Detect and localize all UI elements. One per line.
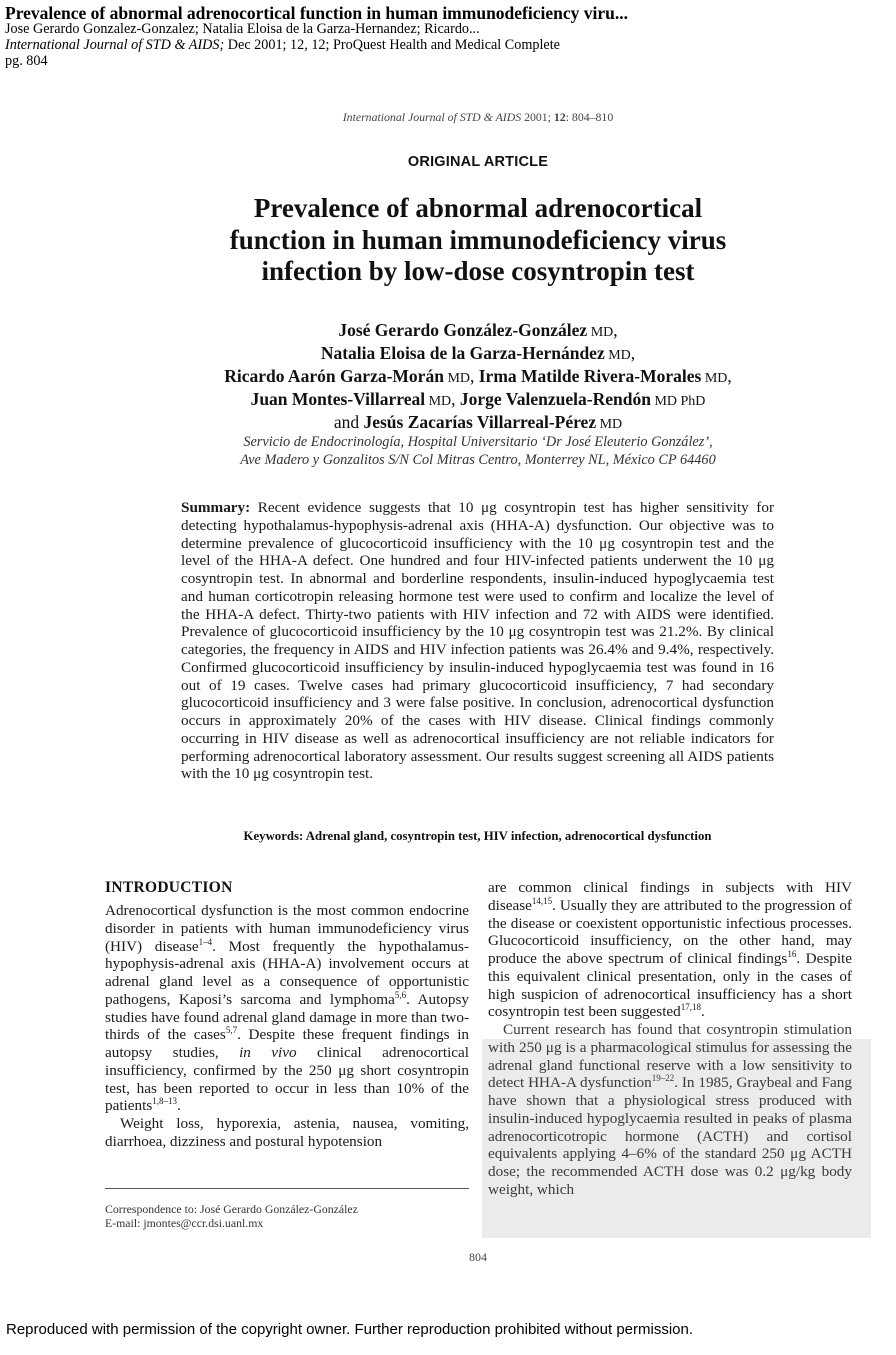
- reference[interactable]: 14,15: [531, 895, 553, 906]
- page-number: 804: [469, 1250, 487, 1264]
- paragraph: Weight loss, hyporexia, astenia, nausea, vomiting, diarrhoea, dizziness and postural hypotension: [105, 1115, 469, 1150]
- author-line: [150, 366, 806, 389]
- text-run: . Most frequently the hypothalamus-hypophysis-adrenal axis (HHA-A) involvement occurs at adrenal gland level as a consequence of opportunistic pathogens, Kaposi’s sarcoma and lymphoma: [105, 937, 469, 1008]
- footnote-divider: [105, 1188, 469, 1189]
- text-run-italic: in vivo: [239, 1044, 297, 1061]
- author-line: [150, 389, 806, 412]
- text-run: . Usually they are attributed to the progression of the disease or coexistent opportunistic infectious processes. Glucocorticoid insufficiency, on the other hand, may produce the above spectrum of clinical findings: [488, 896, 852, 967]
- reference[interactable]: 1,8–13: [152, 1096, 177, 1107]
- proquest-authors: Jose Gerardo Gonzalez-Gonzalez; Natalia Eloisa de la Garza-Hernandez; Ricardo...: [5, 21, 480, 37]
- left-column-text: [105, 902, 469, 1151]
- article-title: [150, 193, 806, 288]
- author-list: [150, 320, 806, 435]
- author-degree: MD PhD: [650, 394, 706, 409]
- text-run: .: [177, 1097, 181, 1115]
- section-heading: INTRODUCTION: [105, 879, 233, 896]
- reference[interactable]: 16: [787, 949, 797, 959]
- running-head-pages: : 804–810: [565, 110, 614, 124]
- author-degree: MD: [587, 325, 614, 340]
- running-head-volume: 12: [553, 110, 566, 124]
- correspondence-email: E-mail: jmontes@ccr.dsi.uanl.mx: [105, 1216, 264, 1230]
- summary-text: Recent evidence suggests that 10 μg cosyntropin test has higher sensitivity for detecting hypothalamus-hypophysis-adrenal axis (HHA-A) dysfunction. Our objective was to determine prevalence of glucocorticoid insufficiency with the 10 μg cosyntropin test and the level of the HHA-A defect. One hundred and four HIV-infected patients underwent the 10 μg cosyntropin test. In abnormal and borderline respondents, insulin-induced hypoglycaemia test and human corticotropin releasing hormone test were used to confirm and localize the level of the HHA-A defect. Thirty-two patients with HIV infection and 72 with AIDS were identified. Prevalence of glucocorticoid insufficiency by the 10 μg cosyntropin test was 21.2%. By clinical categories, the frequency in AIDS and HIV infection patients was 26.4% and 9.4%, respectively. Confirmed glucocorticoid insufficiency by insulin-induced hypoglycaemia test was found in 16 out of 19 cases. Twelve cases had primary glucocorticoid insufficiency, 7 had secondary glucocorticoid insufficiency and 3 were false positive. In conclusion, adrenocortical dysfunction occurs in approximately 20% of the cases with HIV disease. Clinical findings commonly occurring in HIV disease as well as adrenocortical insufficiency are not reliable indicators for performing adrenocortical laboratory assessment. Our results suggest screening all AIDS patients with the 10 μg cosyntropin test.: [181, 499, 774, 783]
- text-run: .: [701, 1003, 705, 1021]
- author-separator: ,: [451, 389, 456, 409]
- summary-paragraph: [181, 499, 774, 783]
- affiliation-line: Servicio de Endocrinología, Hospital Universitario ‘Dr José Eleuterio González’,: [243, 434, 713, 450]
- author-line: [150, 343, 806, 366]
- proquest-document-title: Prevalence of abnormal adrenocortical function in human immunodeficiency viru...: [5, 3, 629, 23]
- author-name: Jorge Valenzuela-Rendón: [459, 389, 651, 409]
- reference[interactable]: 5,7: [225, 1025, 238, 1036]
- paragraph: [488, 1021, 852, 1199]
- author-name: Irma Matilde Rivera-Morales: [478, 366, 702, 386]
- author-and: and: [333, 412, 364, 432]
- text-run: . In 1985, Graybeal and Fang have shown that a physiological stress produced with insulin-induced hypoglycaemia resulted in peaks of plasma adrenocorticotropic hormone (ACTH) and cortisol equivalents applying 4–6% of the standard 250 μg ACTH dose; the recommended ACTH dose was 0.2 μg/kg body weight, which: [488, 1074, 852, 1198]
- author-line: [150, 320, 806, 343]
- author-name: José Gerardo González-González: [338, 320, 588, 340]
- text-run: . Autopsy studies have found adrenal gland damage in more than two-thirds of the cases: [105, 990, 469, 1044]
- author-name: Juan Montes-Villarreal: [250, 389, 426, 409]
- summary-label: Summary:: [181, 499, 251, 516]
- running-head-year: 2001;: [521, 110, 554, 124]
- proquest-source: [5, 37, 560, 53]
- author-name: Ricardo Aarón Garza-Morán: [224, 366, 444, 386]
- running-head-journal: International Journal of STD & AIDS: [342, 110, 522, 124]
- text-run: Current research has found that cosyntropin stimulation with 250 μg is a pharmacological stimulus for assessing the adrenal gland functional reserve with a low sensitivity to detect HHA-A dysfunction: [488, 1021, 852, 1092]
- reference[interactable]: 5,6: [394, 989, 407, 1000]
- permission-notice: Reproduced with permission of the copyright owner. Further reproduction prohibited without permission.: [6, 1321, 694, 1338]
- author-line: [150, 412, 806, 435]
- proquest-page: pg. 804: [5, 53, 48, 69]
- reference[interactable]: 19–22: [651, 1073, 675, 1084]
- paragraph: [488, 879, 852, 1021]
- proquest-source-details: Dec 2001; 12, 12; ProQuest Health and Medical Complete: [224, 37, 560, 53]
- text-run: . Despite this equivalent clinical presentation, only in the cases of high suspicion of adrenocortical insufficiency has a short cosyntropin test been suggested: [488, 950, 853, 1021]
- author-degree: MD: [701, 371, 728, 386]
- title-line: infection by low-dose cosyntropin test: [261, 256, 695, 286]
- affiliation-line: Ave Madero y Gonzalitos S/N Col Mitras Centro, Monterrey NL, México CP 64460: [240, 452, 716, 468]
- author-separator: ,: [727, 366, 732, 386]
- summary: [181, 499, 774, 783]
- text-run: Adrenocortical dysfunction is the most common endocrine disorder in patients with human immunodeficiency virus (HIV) disease: [105, 902, 469, 955]
- author-separator: ,: [470, 366, 475, 386]
- reference[interactable]: 1–4: [198, 936, 213, 947]
- affiliation: [150, 433, 806, 469]
- correspondence: [105, 1202, 358, 1230]
- running-head: [0, 110, 896, 125]
- text-run: clinical adrenocortical insufficiency, confirmed by the 250 μg short cosyntropin test, has been reported to occur in less than 10% of the patients: [105, 1044, 469, 1115]
- right-column: [488, 879, 852, 1199]
- title-line: function in human immunodeficiency virus: [229, 224, 727, 255]
- keywords: Keywords: Adrenal gland, cosyntropin test, HIV infection, adrenocortical dysfunction: [243, 829, 712, 843]
- reference[interactable]: 17,18: [680, 1002, 702, 1013]
- author-degree: MD: [604, 348, 631, 363]
- author-name: Jesús Zacarías Villarreal-Pérez: [363, 412, 597, 432]
- author-separator: ,: [613, 320, 618, 340]
- author-separator: ,: [630, 343, 636, 363]
- paragraph: [105, 902, 469, 1115]
- author-degree: MD: [425, 394, 452, 409]
- title-line: Prevalence of abnormal adrenocortical: [253, 193, 703, 223]
- section-label: ORIGINAL ARTICLE: [407, 154, 549, 170]
- author-name: Natalia Eloisa de la Garza-Hernández: [320, 343, 605, 363]
- correspondence-name: Correspondence to: José Gerardo González-González: [105, 1202, 358, 1216]
- text-run: are common clinical findings in subjects with HIV disease: [488, 879, 852, 914]
- author-degree: MD: [443, 371, 470, 386]
- left-column: [105, 879, 469, 1151]
- text-run: . Despite these frequent findings in autopsy studies,: [105, 1026, 470, 1061]
- right-column-text: [488, 879, 852, 1199]
- author-degree: MD: [596, 417, 623, 432]
- proquest-journal: International Journal of STD & AIDS;: [5, 37, 225, 53]
